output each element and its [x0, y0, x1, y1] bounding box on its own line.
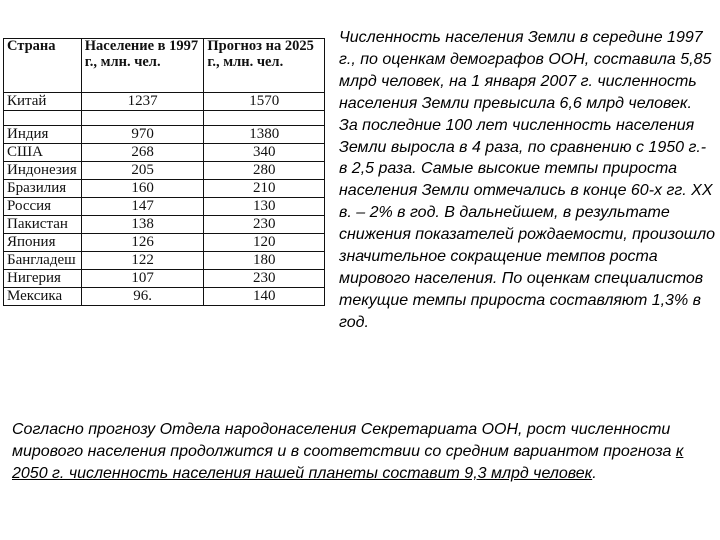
cell-forecast-2025: 210 [204, 180, 325, 198]
table-row [4, 198, 325, 216]
table-row [4, 270, 325, 288]
cell-forecast-2025: 230 [204, 270, 325, 288]
cell-country: Китай [4, 93, 82, 111]
cell-population-1997: 205 [81, 162, 204, 180]
cell-population-1997: 96. [81, 288, 204, 306]
table-row [4, 93, 325, 111]
cell-forecast-2025: 340 [204, 144, 325, 162]
cell-forecast-2025: 280 [204, 162, 325, 180]
spacer-cell [81, 111, 204, 126]
right-paragraph-2: За последние 100 лет численность населения Земли выросла в 4 раза, по сравнению с 1950 г.- в 2,5 раза. Самые высокие темпы прироста населения Земли отмечались в конце 60-х гг. XX в. – 2% в год. В дальнейшем, в результате снижения показателей рождаемости, произошло значительное сокращение темпов роста мирового населения. По оценкам специалистов текущие темпы прироста составляют 1,3% в год. [339, 116, 715, 331]
spacer-cell [204, 111, 325, 126]
cell-country: Индонезия [4, 162, 82, 180]
cell-forecast-2025: 1570 [204, 93, 325, 111]
cell-country: Мексика [4, 288, 82, 306]
right-paragraph-1: Численность населения Земли в середине 1997 г., по оценкам демографов ООН, составила 5,85 млрд человек, на 1 января 2007 г. численность населения Земли превысила 6,6 млрд человек. [339, 29, 712, 112]
header-forecast-2025: Прогноз на 2025 г., млн. чел. [204, 39, 325, 93]
cell-forecast-2025: 120 [204, 234, 325, 252]
cell-country: Бангладеш [4, 252, 82, 270]
cell-forecast-2025: 1380 [204, 126, 325, 144]
table-row [4, 180, 325, 198]
cell-population-1997: 147 [81, 198, 204, 216]
cell-forecast-2025: 130 [204, 198, 325, 216]
cell-forecast-2025: 230 [204, 216, 325, 234]
cell-population-1997: 126 [81, 234, 204, 252]
cell-country: США [4, 144, 82, 162]
table-row [4, 234, 325, 252]
table-row [4, 126, 325, 144]
table-row [4, 162, 325, 180]
population-table-container [3, 38, 325, 306]
cell-forecast-2025: 140 [204, 288, 325, 306]
cell-country: Индия [4, 126, 82, 144]
table-row [4, 288, 325, 306]
bottom-text-block [12, 419, 712, 485]
bottom-text-part-1: Согласно прогнозу Отдела народонаселения Секретариата ООН, рост численности мирового населения продолжится и в соответствии со средним вариантом прогноза [12, 421, 676, 460]
cell-population-1997: 160 [81, 180, 204, 198]
cell-country: Пакистан [4, 216, 82, 234]
cell-country: Бразилия [4, 180, 82, 198]
population-table [3, 38, 325, 306]
cell-country: Япония [4, 234, 82, 252]
table-row [4, 144, 325, 162]
right-text-block [339, 27, 715, 334]
cell-population-1997: 1237 [81, 93, 204, 111]
cell-population-1997: 138 [81, 216, 204, 234]
bottom-text-underlined: к 2050 г. численность населения нашей планеты составит 9,3 млрд человек [12, 443, 684, 482]
cell-population-1997: 268 [81, 144, 204, 162]
header-population-1997: Население в 1997 г., млн. чел. [81, 39, 204, 93]
bottom-text-part-3: . [592, 465, 597, 482]
table-body [4, 93, 325, 306]
cell-population-1997: 122 [81, 252, 204, 270]
table-spacer-row [4, 111, 325, 126]
cell-country: Россия [4, 198, 82, 216]
table-row [4, 216, 325, 234]
header-country: Страна [4, 39, 82, 93]
cell-country: Нигерия [4, 270, 82, 288]
spacer-cell [4, 111, 82, 126]
cell-population-1997: 970 [81, 126, 204, 144]
table-header-row [4, 39, 325, 93]
cell-population-1997: 107 [81, 270, 204, 288]
table-row [4, 252, 325, 270]
cell-forecast-2025: 180 [204, 252, 325, 270]
